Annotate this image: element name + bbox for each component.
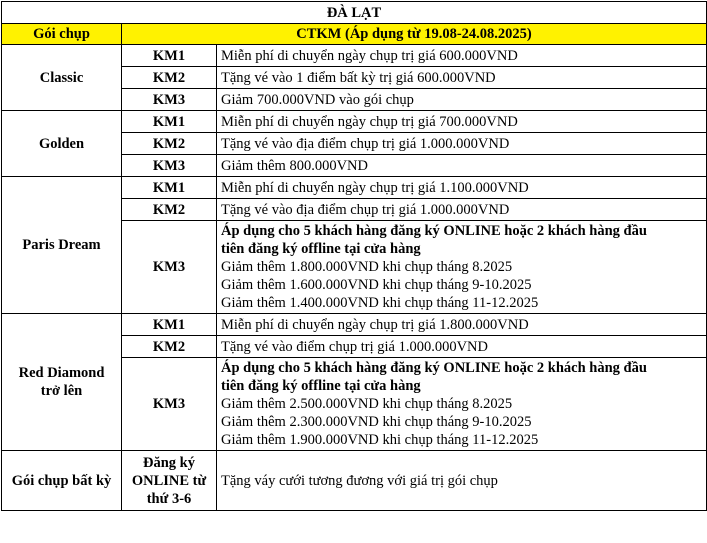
promo-code-line: thứ 3-6 bbox=[146, 490, 192, 507]
promo-code: KM1 bbox=[122, 45, 217, 67]
header-row bbox=[2, 24, 707, 45]
promo-table bbox=[1, 1, 707, 511]
table-row bbox=[2, 111, 707, 133]
promo-detail-line: Giảm thêm 2.300.000VND khi chụp tháng 9-10.2025 bbox=[221, 414, 532, 430]
promo-code: KM2 bbox=[122, 133, 217, 155]
promo-desc: Tặng vé vào địa điểm chụp trị giá 1.000.000VND bbox=[217, 199, 707, 221]
promo-desc-multiline bbox=[217, 221, 707, 314]
promo-code: KM1 bbox=[122, 177, 217, 199]
table-title: ĐÀ LẠT bbox=[2, 2, 707, 24]
promo-detail-line: Giảm thêm 1.400.000VND khi chụp tháng 11-12.2025 bbox=[221, 295, 539, 311]
promo-condition-line: tiên đăng ký offline tại cửa hàng bbox=[221, 241, 421, 257]
promo-condition-line: tiên đăng ký offline tại cửa hàng bbox=[221, 378, 421, 394]
table-row bbox=[2, 451, 707, 511]
promo-code: KM2 bbox=[122, 336, 217, 358]
package-any: Gói chụp bất kỳ bbox=[2, 451, 122, 511]
promo-code-line: Đăng ký bbox=[143, 454, 195, 471]
package-red-diamond bbox=[2, 314, 122, 451]
promo-condition-line: Áp dụng cho 5 khách hàng đăng ký ONLINE hoặc 2 khách hàng đầu bbox=[221, 223, 647, 239]
promo-desc: Miễn phí di chuyển ngày chụp trị giá 1.800.000VND bbox=[217, 314, 707, 336]
promo-desc: Giảm 700.000VND vào gói chụp bbox=[217, 89, 707, 111]
promo-desc: Giảm thêm 800.000VND bbox=[217, 155, 707, 177]
package-name-line: trở lên bbox=[40, 383, 83, 399]
promo-code-line: ONLINE từ bbox=[131, 472, 207, 489]
promo-detail-line: Giảm thêm 1.900.000VND khi chụp tháng 11-12.2025 bbox=[221, 432, 539, 448]
package-name-line: Red Diamond bbox=[18, 365, 105, 381]
promo-desc: Tặng vé vào điểm chụp trị giá 1.000.000VND bbox=[217, 336, 707, 358]
table-row bbox=[2, 314, 707, 336]
header-package: Gói chụp bbox=[2, 24, 122, 45]
promo-detail-line: Giảm thêm 1.600.000VND khi chụp tháng 9-10.2025 bbox=[221, 277, 532, 293]
promo-code: KM3 bbox=[122, 358, 217, 451]
promo-code: KM1 bbox=[122, 314, 217, 336]
promo-code: KM3 bbox=[122, 221, 217, 314]
promo-desc-multiline bbox=[217, 358, 707, 451]
title-row bbox=[2, 2, 707, 24]
promo-condition-line: Áp dụng cho 5 khách hàng đăng ký ONLINE hoặc 2 khách hàng đầu bbox=[221, 360, 647, 376]
promo-code: KM3 bbox=[122, 89, 217, 111]
table-row bbox=[2, 177, 707, 199]
promo-code: KM2 bbox=[122, 67, 217, 89]
package-golden: Golden bbox=[2, 111, 122, 177]
promo-desc: Miễn phí di chuyển ngày chụp trị giá 1.100.000VND bbox=[217, 177, 707, 199]
promo-desc: Miễn phí di chuyển ngày chụp trị giá 600.000VND bbox=[217, 45, 707, 67]
promo-detail-line: Giảm thêm 2.500.000VND khi chụp tháng 8.2025 bbox=[221, 396, 513, 412]
promo-desc: Tặng váy cưới tương đương với giá trị gói chụp bbox=[217, 451, 707, 511]
promo-desc: Tặng vé vào địa điểm chụp trị giá 1.000.000VND bbox=[217, 133, 707, 155]
promo-detail-line: Giảm thêm 1.800.000VND khi chụp tháng 8.2025 bbox=[221, 259, 513, 275]
package-classic: Classic bbox=[2, 45, 122, 111]
promo-desc: Tặng vé vào 1 điểm bất kỳ trị giá 600.000VND bbox=[217, 67, 707, 89]
table-row bbox=[2, 45, 707, 67]
header-promo: CTKM (Áp dụng từ 19.08-24.08.2025) bbox=[122, 24, 707, 45]
promo-desc: Miễn phí di chuyển ngày chụp trị giá 700.000VND bbox=[217, 111, 707, 133]
promo-code: KM1 bbox=[122, 111, 217, 133]
promo-code-online bbox=[122, 451, 217, 511]
promo-code: KM3 bbox=[122, 155, 217, 177]
promo-code: KM2 bbox=[122, 199, 217, 221]
package-paris-dream: Paris Dream bbox=[2, 177, 122, 314]
